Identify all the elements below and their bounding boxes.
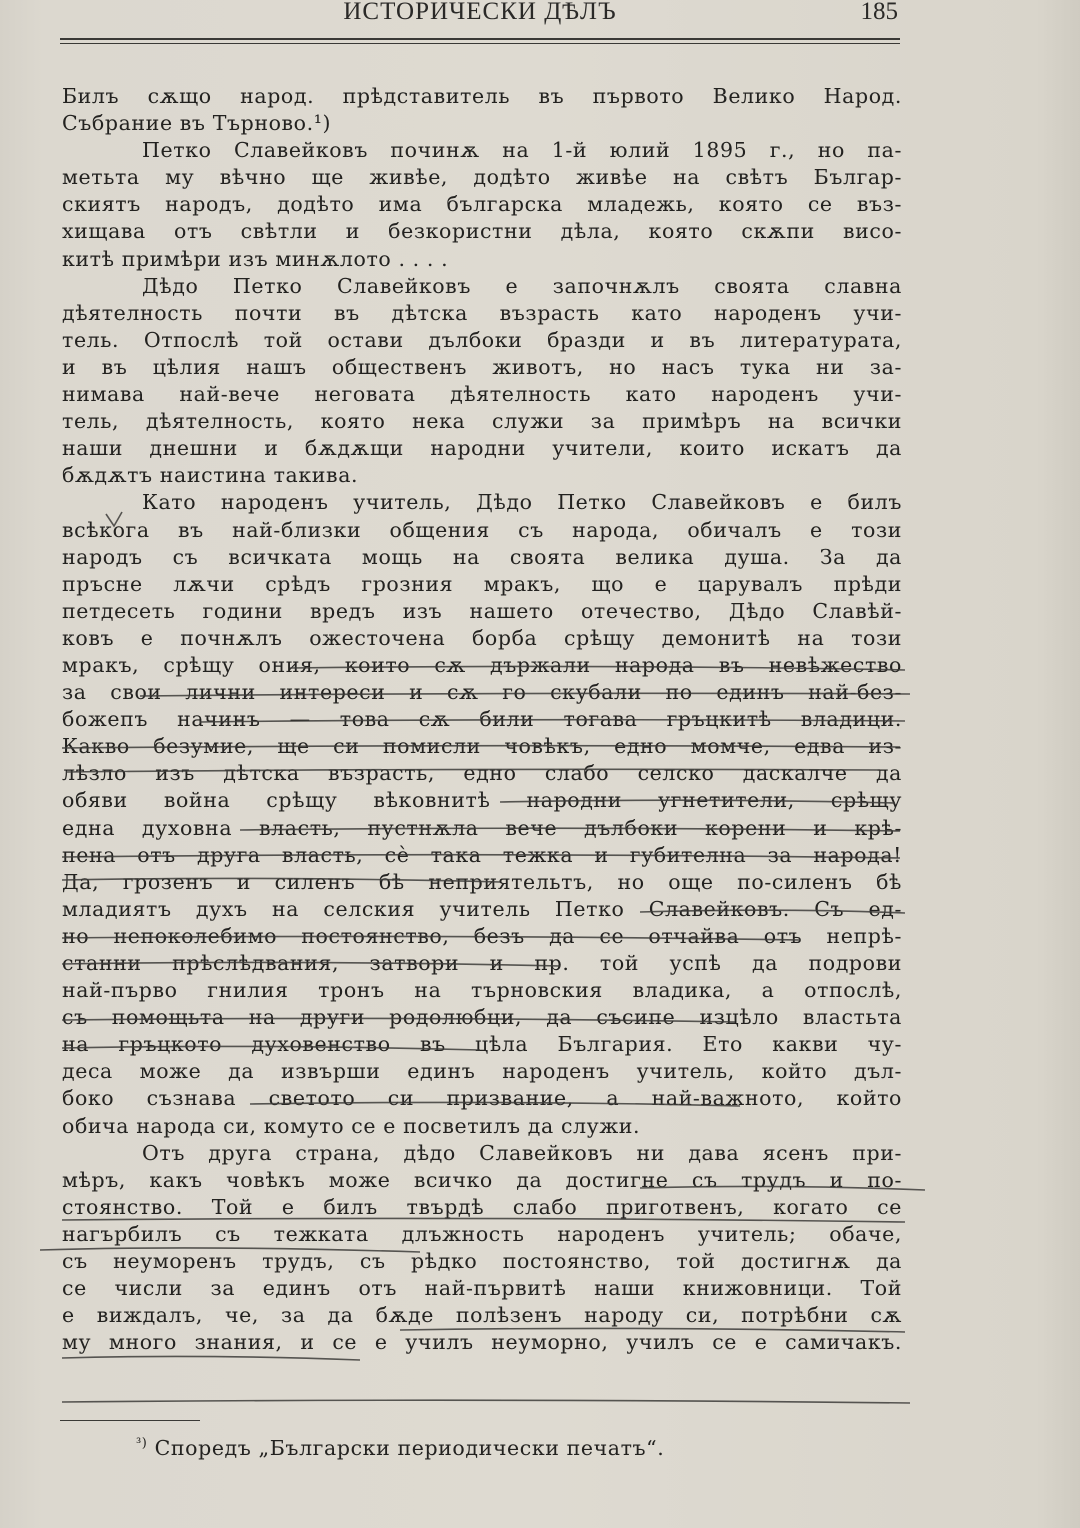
page-number: 185 xyxy=(860,0,898,25)
text-line: мѣръ, какъ човѣкъ може всичко да достигне съ трудъ и по- xyxy=(62,1167,902,1192)
header-rule xyxy=(60,38,900,44)
text-line: Какво безумие, ще си помисли човѣкъ, едно момче, едва из- xyxy=(62,734,902,759)
text-line: младиятъ духъ на селския учитель Петко Славейковъ. Съ ед- xyxy=(62,896,902,921)
text-line: тель, дѣятелность, която нека служи за примѣръ на всички xyxy=(62,409,902,434)
text-line: тель. Отпослѣ той остави дълбоки бразди и въ литературата, xyxy=(62,327,902,352)
text-line: Събрание въ Търново.¹) xyxy=(62,111,332,136)
text-line: всѣкога въ най-близки общения съ народа, обичалъ е този xyxy=(62,517,902,542)
text-line: съ неуморенъ трудъ, съ рѣдко постоянство, той достигнѫ да xyxy=(62,1249,902,1274)
text-line: най-първо гнилия тронъ на търновския владика, а отпослѣ, xyxy=(62,978,902,1003)
text-line: Като народенъ учитель, Дѣдо Петко Славейковъ е билъ xyxy=(142,490,902,515)
text-line: метьта му вѣчно ще живѣе, додѣто живѣе на свѣтъ Българ- xyxy=(62,165,902,190)
text-line: хищава отъ свѣтли и безкористни дѣла, която скѫпи висо- xyxy=(62,219,902,244)
text-line: обича народа си, комуто се е посветилъ да служи. xyxy=(62,1113,641,1138)
text-line: на гръцкото духовенство въ цѣла България. Ето какви чу- xyxy=(62,1032,902,1057)
text-line: Да, грозенъ и силенъ бѣ неприятельтъ, но още по-силенъ бѣ xyxy=(62,869,902,894)
footnote-rule xyxy=(60,1420,200,1421)
text-line: ковъ е почнѫлъ ожесточена борба срѣщу демонитѣ на този xyxy=(62,625,902,650)
text-line: лѣзло изъ дѣтска възрасть, едно слабо селско даскалче да xyxy=(62,761,902,786)
text-line: пена отъ друга власть, сѐ така тежка и губителна за народа! xyxy=(62,842,902,867)
text-line: деса може да извърши единъ народенъ учитель, който дъл- xyxy=(62,1059,902,1084)
text-line: боко съзнава светото си призвание, а най-важното, който xyxy=(62,1086,902,1111)
pencil-underline xyxy=(62,1356,360,1360)
footnote-mark: ³) xyxy=(136,1436,148,1452)
body-text xyxy=(62,83,902,1356)
text-line: Отъ друга страна, дѣдо Славейковъ ни дава ясенъ при- xyxy=(142,1140,902,1165)
text-line: дѣятелность почти въ дѣтска възрасть като народенъ учи- xyxy=(62,300,902,325)
text-line: народъ съ всичката мощь на своята велика душа. За да xyxy=(62,544,902,569)
text-line: Билъ сѫщо народ. прѣдставитель въ първото Велико Народ. xyxy=(62,84,902,108)
pencil-underline xyxy=(62,1400,910,1403)
text-line: скиятъ народъ, додѣто има българска младежь, която се въз- xyxy=(62,192,902,217)
text-line: стоянство. Той е билъ твърдѣ слабо приготвенъ, когато се xyxy=(62,1194,902,1219)
text-line: но непоколебимо постоянство, безъ да се отчайва отъ непрѣ- xyxy=(62,923,902,948)
text-line: петдесеть години вредъ изъ нашето отечество, Дѣдо Славѣй- xyxy=(62,598,902,623)
text-line: бѫдѫтъ наистина такива. xyxy=(62,463,359,488)
text-line: обяви война срѣщу вѣковнитѣ народни угнетители, срѣщу xyxy=(62,788,902,813)
text-line: пръсне лѫчи срѣдъ грозния мракъ, що е царувалъ прѣди xyxy=(62,571,902,596)
text-line: нагърбилъ съ тежката длъжность народенъ учитель; обаче, xyxy=(62,1221,902,1246)
text-line: станни прѣслѣдвания, затвори и пр. той успѣ да подрови xyxy=(62,951,902,975)
text-line: е виждалъ, че, за да бѫде полѣзенъ народу си, потрѣбни сѫ xyxy=(62,1303,902,1328)
running-head: ИСТОРИЧЕСКИ ДѢЛЪ xyxy=(343,0,617,25)
text-line: Дѣдо Петко Славейковъ е започнѫлъ своята славна xyxy=(142,273,902,298)
text-line: наши днешни и бѫдѫщи народни учители, които искатъ да xyxy=(62,436,902,461)
text-line: се числи за единъ отъ най-първитѣ наши книжовници. Той xyxy=(62,1276,902,1301)
text-line: мракъ, срѣщу ония, които сѫ държали народа въ невѣжество xyxy=(62,652,902,677)
text-line: Петко Славейковъ починѫ на 1-й юлий 1895 г., но па- xyxy=(142,138,902,163)
text-line: съ помощьта на други родолюбци, да съсипе изцѣло властьта xyxy=(62,1005,902,1030)
text-line: китѣ примѣри изъ минѫлото . . . . xyxy=(62,246,449,271)
text-line: му много знания, и се е училъ неуморно, училъ се е самичакъ. xyxy=(62,1330,902,1355)
footnote-text: Споредъ „Български периодически печатъ“. xyxy=(154,1436,665,1460)
text-line: за свои лични интереси и сѫ го скубали по единъ най-без- xyxy=(62,680,902,705)
text-line: една духовна власть, пустнѫла вече дълбоки корени и крѣ- xyxy=(62,815,902,840)
footnote xyxy=(136,1436,664,1460)
text-line: божепъ начинъ — това сѫ били тогава гръцкитѣ владици. xyxy=(62,707,902,732)
text-line: и въ цѣлия нашъ общественъ животъ, но насъ тука ни за- xyxy=(62,354,902,379)
text-line: нимава най-вече неговата дѣятелность като народенъ учи- xyxy=(62,382,902,407)
